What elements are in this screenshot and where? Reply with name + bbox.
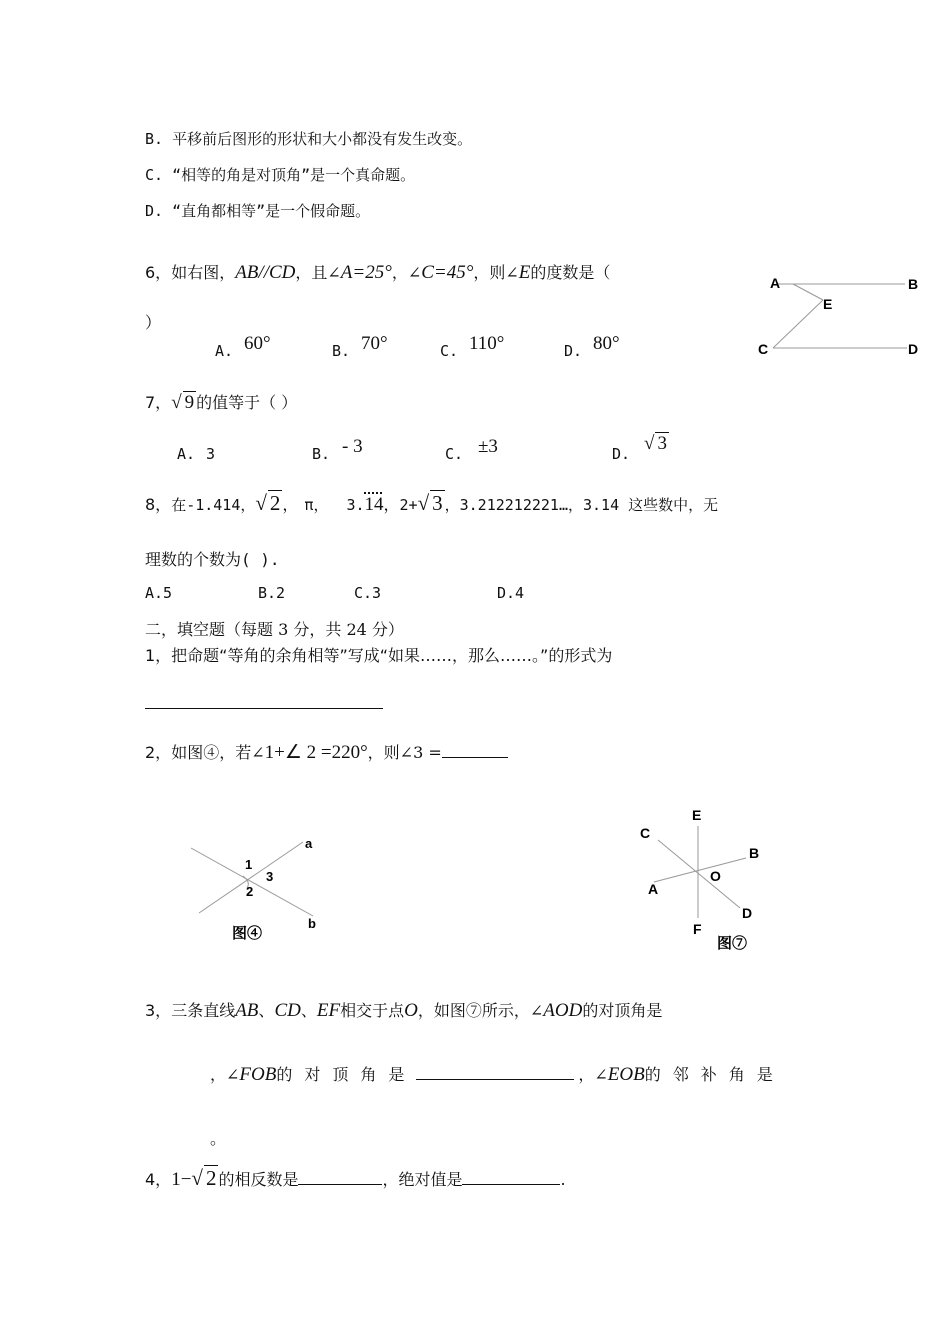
q7-number: 7， [145, 393, 172, 412]
f3-sep: 、 [300, 1001, 317, 1020]
q8-option-a: A.5 [145, 584, 173, 602]
q6-text: 如右图， [171, 263, 236, 282]
q6-option-d-label: D. [564, 342, 583, 360]
f3-text: 相交于点 [340, 1001, 405, 1020]
f4-sqrt2: √ 2 [191, 1166, 217, 1190]
f3-ab: AB [235, 1000, 259, 1021]
q6-text: ，且∠ [295, 263, 341, 282]
fig4-caption: 图④ [232, 925, 263, 942]
f4-text: ，绝对值是 [382, 1170, 463, 1189]
q7-sqrt: √ 9 [171, 392, 195, 413]
fig4-label-1: 1 [245, 857, 253, 872]
q6-angle-c: C=45° [421, 262, 474, 283]
q8-sqrt3: √ 3 [417, 491, 443, 515]
q8-text: 在-1.414， [171, 496, 256, 514]
f3-sep: 、 [258, 1001, 275, 1020]
fig7-label-o: O [710, 868, 721, 884]
q8-sqrt2: √ 2 [255, 491, 281, 515]
q7-option-c-label: C. [445, 445, 464, 463]
fig6-label-a: A [770, 275, 781, 291]
fill-2-answer-blank[interactable] [442, 741, 508, 758]
q7-option-d-label: D. [612, 445, 631, 463]
fill-1-answer-blank[interactable] [145, 692, 383, 709]
figure-7 [630, 800, 780, 960]
q7-option-c-value: ±3 [478, 436, 498, 457]
fill-1: 1，把命题“等角的余角相等”写成“如果……，那么……。”的形式为 [145, 646, 613, 665]
q8-repeating-decimal: 3. [346, 496, 365, 514]
fig6-label-b: B [908, 276, 919, 292]
f3-ef: EF [316, 1000, 341, 1021]
f4-one-minus: 1− [171, 1169, 192, 1190]
fill-3-line2 [210, 1062, 785, 1086]
f3-number: 3， [145, 1001, 172, 1020]
f2-text: 如图④，若∠ [171, 743, 265, 762]
q6-text: ，则∠ [473, 263, 519, 282]
q6-text: 的度数是（ [530, 263, 611, 282]
fig4-label-2: 2 [246, 884, 254, 899]
q6-option-d-value: 80° [593, 333, 620, 354]
q8-option-c: C.3 [354, 584, 382, 602]
f3-fob: FOB [239, 1064, 277, 1085]
fill-2 [145, 740, 508, 764]
option-b: B. 平移前后图形的形状和大小都没有发生改变。 [145, 130, 473, 148]
q6-option-a-value: 60° [244, 333, 271, 354]
q8-number: 8， [145, 495, 172, 514]
fig7-label-f: F [693, 921, 702, 937]
fill-3-line3: 。 [210, 1129, 227, 1148]
f3-text: ，∠ [210, 1065, 240, 1084]
f3-text: ，∠ [578, 1065, 608, 1084]
fig4-label-a: a [305, 836, 313, 851]
q8-sep: ， [282, 495, 299, 514]
fig4-label-3: 3 [266, 869, 274, 884]
q6-parallel-lines-figure [755, 270, 930, 365]
question-6 [145, 260, 610, 284]
f2-number: 2， [145, 743, 172, 762]
fig4-label-b: b [308, 916, 316, 931]
f4-text: 的相反数是 [218, 1170, 299, 1189]
q8-r2: 2 [269, 491, 281, 515]
q7-option-b-value: - 3 [342, 436, 363, 457]
q6-number: 6， [145, 263, 172, 282]
q8-line2: 理数的个数为( ). [145, 550, 280, 569]
q6-option-b-label: B. [332, 342, 351, 360]
f3-text: 的对顶角是 [582, 1001, 663, 1020]
f3-text: 三条直线 [171, 1001, 236, 1020]
option-c: C. “相等的角是对顶角”是一个真命题。 [145, 166, 416, 184]
q6-option-a-label: A. [215, 342, 234, 360]
f4-r2: 2 [205, 1166, 217, 1190]
f4-end: . [560, 1170, 566, 1189]
q7-option-a-label: A. [177, 445, 196, 463]
q8-pi: π， [304, 496, 329, 514]
fig7-label-a: A [648, 881, 659, 897]
q8-r3: 3 [432, 491, 443, 515]
fig7-label-b: B [749, 845, 760, 861]
q7-text: 的值等于（ ） [196, 393, 298, 412]
q8-two-plus: 2+ [399, 496, 418, 514]
q6-option-b-value: 70° [361, 333, 388, 354]
fig7-caption: 图⑦ [717, 935, 748, 952]
q7-option-a-value: 3 [206, 445, 216, 463]
q7-option-d-value: 3 [657, 433, 667, 454]
fig7-label-e: E [692, 807, 702, 823]
f3-eob: EOB [607, 1064, 645, 1085]
fig6-label-d: D [908, 341, 919, 357]
f3-o: O [404, 1000, 418, 1021]
q6-e: E [518, 262, 531, 283]
option-d: D. “直角都相等”是一个假命题。 [145, 202, 371, 220]
f4-number: 4， [145, 1170, 172, 1189]
fill-4 [145, 1165, 566, 1191]
q8-repeating-digits: 14 [364, 494, 384, 515]
fill-3-answer-blank-2[interactable] [416, 1063, 574, 1080]
f3-aod: AOD [543, 1000, 583, 1021]
q7-option-b-label: B. [312, 445, 331, 463]
q8-text: ，3.212212221…，3.14 这些数中，无 [444, 496, 719, 514]
q6-angle-a: A=25° [340, 262, 392, 283]
question-7 [145, 390, 297, 414]
q7-radicand: 9 [184, 392, 195, 413]
fig7-label-c: C [640, 825, 651, 841]
q8-sep: ， [383, 495, 400, 514]
fig7-label-d: D [742, 905, 753, 921]
f3-text: 的对顶角是 [276, 1065, 417, 1084]
fill-4-answer-blank-1[interactable] [298, 1168, 382, 1185]
q7-option-d-sqrt: √ 3 [644, 433, 667, 454]
fig6-label-e: E [823, 296, 833, 312]
f3-text: ，如图⑦所示，∠ [417, 1001, 544, 1020]
q6-option-c-label: C. [440, 342, 459, 360]
q6-ab-parallel-cd: AB//CD [235, 262, 296, 283]
q6-option-c-value: 110° [469, 333, 505, 354]
question-8 [145, 490, 718, 516]
figure-4 [185, 830, 345, 945]
f3-cd: CD [274, 1000, 301, 1021]
q6-close-paren: ） [145, 313, 162, 332]
fill-4-answer-blank-2[interactable] [462, 1168, 560, 1185]
f2-text: ，则∠3 = [367, 743, 442, 762]
q6-text: ，∠ [391, 263, 422, 282]
f2-expression: 1+∠ 2 =220° [264, 742, 368, 763]
section-2-title: 二，填空题（每题 3 分，共 24 分） [145, 620, 404, 639]
q8-option-b: B.2 [258, 584, 286, 602]
fill-3 [145, 998, 662, 1022]
fig6-label-c: C [758, 341, 769, 357]
f3-text: 的邻补角是 [644, 1065, 785, 1084]
q8-option-d: D.4 [497, 584, 525, 602]
